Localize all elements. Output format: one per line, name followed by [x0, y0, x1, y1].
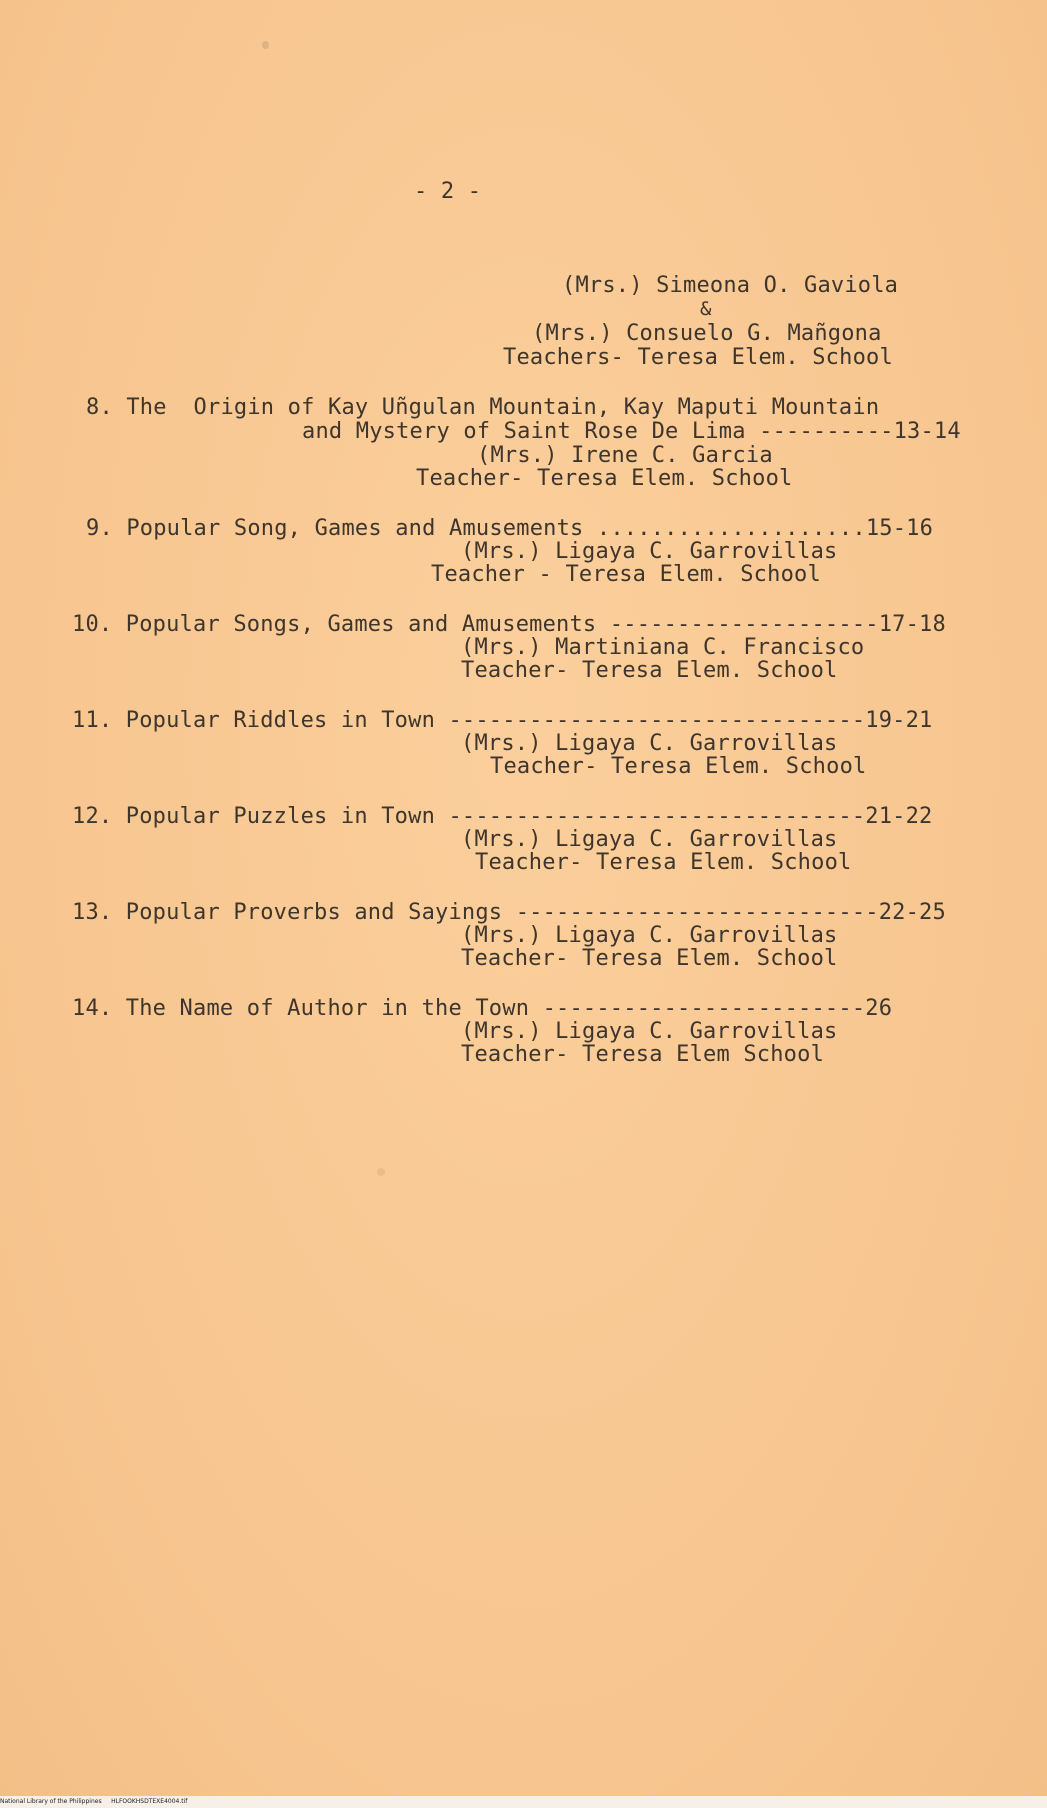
header-role: Teachers- Teresa Elem. School	[503, 345, 893, 370]
entry-8-role: Teacher- Teresa Elem. School	[416, 466, 793, 491]
entry-12-role: Teacher- Teresa Elem. School	[475, 850, 852, 875]
entry-9-title: 9. Popular Song, Games and Amusements ....................15-16	[86, 516, 934, 541]
header-author-2: (Mrs.) Consuelo G. Mañgona	[532, 321, 882, 346]
entry-11-role: Teacher- Teresa Elem. School	[490, 754, 867, 779]
entry-13-role: Teacher- Teresa Elem. School	[461, 946, 838, 971]
scan-footer: National Library of the Philippines HLFOOKHSDTEXE4004.tif	[0, 1796, 1047, 1808]
entry-8-title: 8. The Origin of Kay Uñgulan Mountain, Kay Maputi Mountain	[86, 395, 880, 420]
entry-10-role: Teacher- Teresa Elem. School	[461, 658, 838, 683]
entry-12-title: 12. Popular Puzzles in Town -------------------------------21-22	[72, 804, 933, 829]
header-author-1: (Mrs.) Simeona O. Gaviola	[562, 273, 899, 298]
header-ampersand: &	[700, 298, 712, 320]
entry-14-author: (Mrs.) Ligaya C. Garrovillas	[461, 1019, 838, 1044]
entry-8-author: (Mrs.) Irene C. Garcia	[477, 443, 773, 468]
entry-9-role: Teacher - Teresa Elem. School	[431, 562, 821, 587]
entry-14-title: 14. The Name of Author in the Town ------------------------26	[72, 996, 893, 1021]
entry-14-role: Teacher- Teresa Elem School	[461, 1042, 825, 1067]
entry-10-author: (Mrs.) Martiniana C. Francisco	[461, 635, 865, 660]
ink-blot	[377, 1168, 385, 1176]
entry-8-title-cont: and Mystery of Saint Rose De Lima ----------13-14	[302, 419, 961, 444]
entry-9-author: (Mrs.) Ligaya C. Garrovillas	[461, 539, 838, 564]
entry-10-title: 10. Popular Songs, Games and Amusements --------------------17-18	[72, 612, 946, 637]
entry-12-author: (Mrs.) Ligaya C. Garrovillas	[461, 827, 838, 852]
page-number: - 2 -	[414, 179, 482, 204]
entry-13-title: 13. Popular Proverbs and Sayings ---------------------------22-25	[72, 900, 946, 925]
ink-blot	[262, 41, 269, 49]
entry-11-author: (Mrs.) Ligaya C. Garrovillas	[461, 731, 838, 756]
entry-13-author: (Mrs.) Ligaya C. Garrovillas	[461, 923, 838, 948]
entry-11-title: 11. Popular Riddles in Town -------------------------------19-21	[72, 708, 933, 733]
